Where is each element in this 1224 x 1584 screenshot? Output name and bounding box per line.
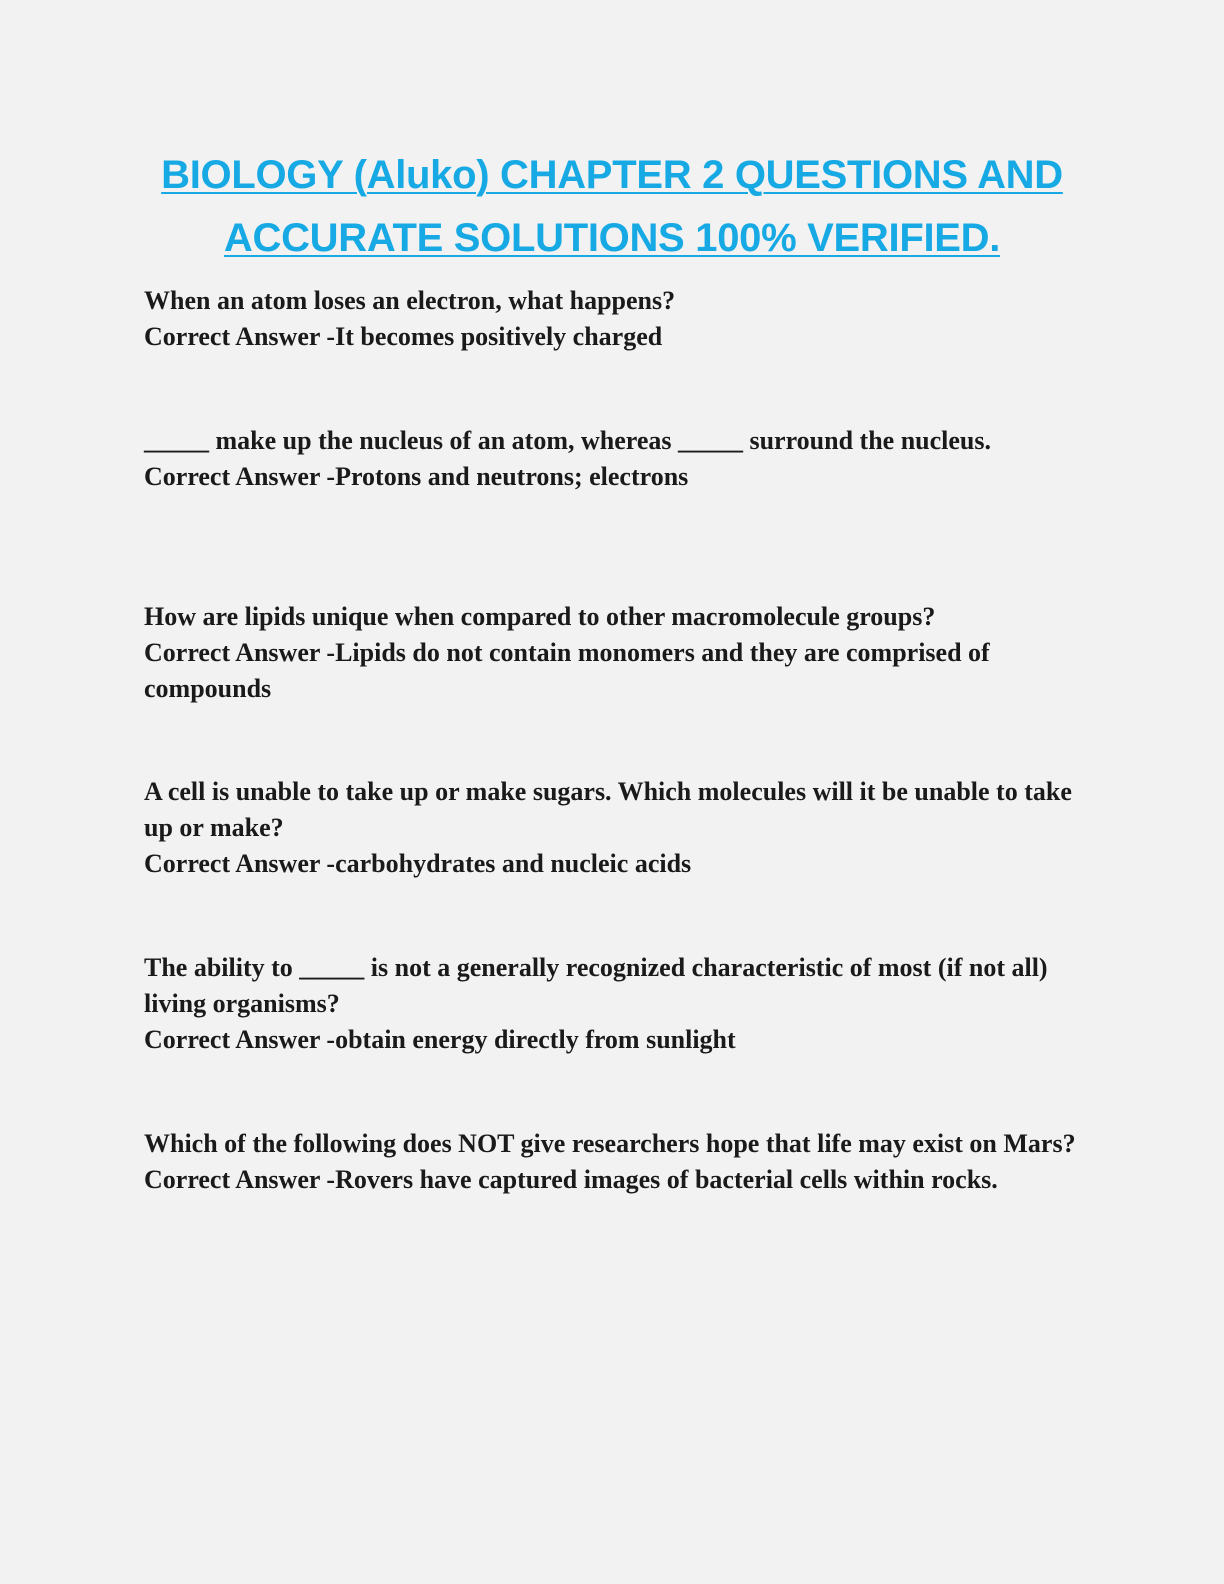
question-text: How are lipids unique when compared to other macromolecule groups?	[144, 602, 936, 631]
answer-text: Correct Answer -Rovers have captured images of bacterial cells within rocks.	[144, 1165, 998, 1194]
qa-item-2	[144, 423, 1084, 495]
question-text: Which of the following does NOT give researchers hope that life may exist on Mars?	[144, 1129, 1076, 1158]
title-line-2: ACCURATE SOLUTIONS 100% VERIFIED.	[223, 216, 1001, 260]
qa-item-3	[144, 599, 1084, 707]
qa-item-4	[144, 774, 1084, 882]
question-text: When an atom loses an electron, what happens?	[144, 286, 676, 315]
document-title	[140, 144, 1084, 270]
qa-item-6	[144, 1126, 1084, 1198]
qa-item-5	[144, 950, 1084, 1058]
title-line-1: BIOLOGY (Aluko) CHAPTER 2 QUESTIONS AND	[161, 153, 1063, 197]
answer-text: Correct Answer -Lipids do not contain monomers and they are comprised of compounds	[144, 638, 990, 703]
qa-item-1	[144, 283, 1084, 355]
answer-text: Correct Answer -obtain energy directly from sunlight	[144, 1025, 736, 1054]
answer-text: Correct Answer -Protons and neutrons; electrons	[144, 462, 689, 491]
question-text: _____ make up the nucleus of an atom, whereas _____ surround the nucleus.	[144, 426, 992, 455]
answer-text: Correct Answer -carbohydrates and nucleic acids	[144, 849, 692, 878]
answer-text: Correct Answer -It becomes positively charged	[144, 322, 663, 351]
question-text: The ability to _____ is not a generally recognized characteristic of most (if not all) living organisms?	[144, 953, 1048, 1018]
question-text: A cell is unable to take up or make sugars. Which molecules will it be unable to take up or make?	[144, 777, 1072, 842]
